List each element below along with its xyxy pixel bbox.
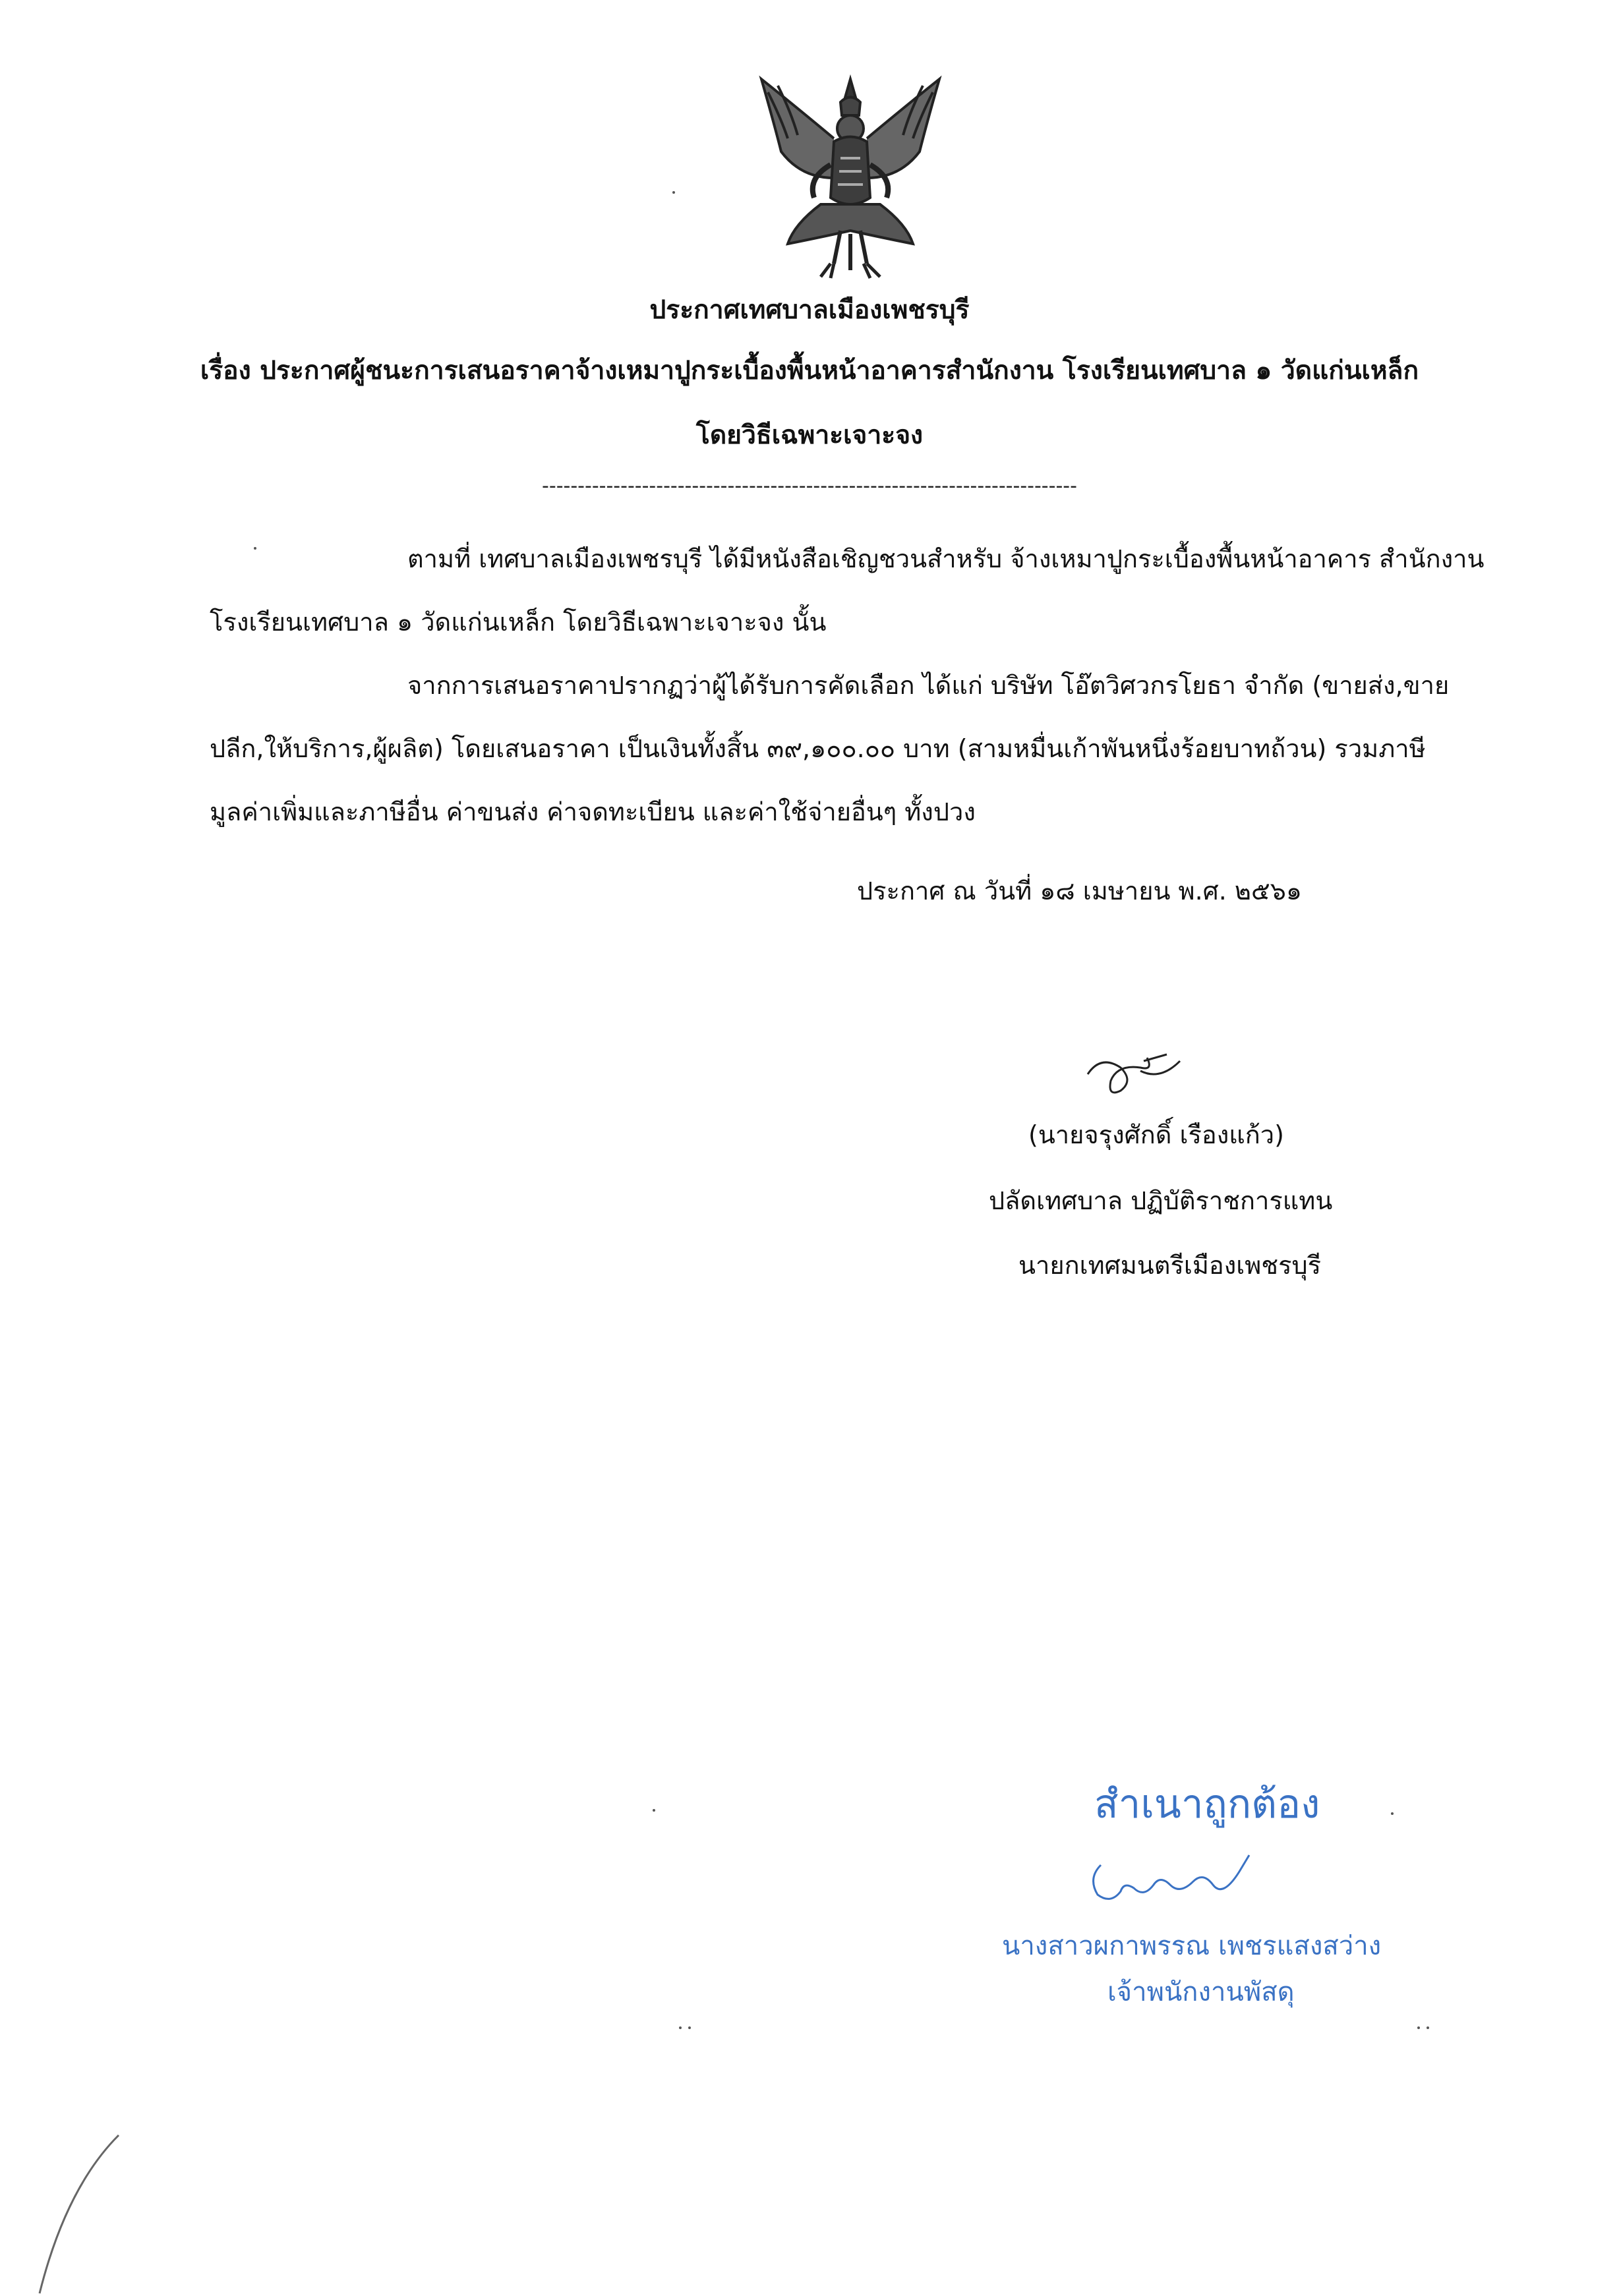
scan-speck [1417,2026,1420,2029]
subject-line-continued: โดยวิธีเฉพาะเจาะจง [695,420,924,450]
garuda-emblem-icon [742,66,959,283]
certifier-role: เจ้าพนักงานพัสดุ [1107,1977,1295,2007]
signatory-name: (นายจรุงศักดิ์ เรืองแก้ว) [1028,1120,1284,1149]
scan-speck [1391,1812,1394,1815]
paragraph-winner: จากการเสนอราคาปรากฏว่าผู้ได้รับการคัดเลือก ได้แก่ บริษัท โอ๊ตวิศวกรโยธา จำกัด (ขายส่ง,ขาย ปลีก,ให้บริการ,ผู้ผลิต) โดยเสนอราคา เป็นเงินทั้งสิ้น ๓๙,๑๐๐.๐๐ บาท (สามหมื่นเก้าพันหนึ่งร้อยบาทถ้วน) รวมภาษี มูลค่าเพิ่มและภาษีอื่น ค่าขนส่ง ค่าจดทะเบียน และค่าใช้จ่ายอื่นๆ ทั้งปวง [210,671,1450,826]
scan-speck [688,2026,691,2029]
certifier-name: นางสาวผกาพรรณ เพชรแสงสว่าง [1002,1931,1382,1961]
signature-icon [1081,1041,1187,1101]
paragraph-invitation: ตามที่ เทศบาลเมืองเพชรบุรี ได้มีหนังสือเชิญชวนสำหรับ จ้างเหมาปูกระเบื้องพื้นหน้าอาคาร สำนักงาน โรงเรียนเทศบาล ๑ วัดแก่นเหล็ก โดยวิธีเฉพาะเจาะจง นั้น [210,544,1485,637]
signatory-position: ปลัดเทศบาล ปฏิบัติราชการแทน [989,1186,1333,1215]
scan-edge-mark [0,2129,132,2296]
scan-speck [1427,2026,1429,2029]
certifier-signature-icon [1081,1845,1266,1911]
announcement-date: ประกาศ ณ วันที่ ๑๘ เมษายน พ.ศ. ๒๕๖๑ [857,876,1302,905]
announcement-title: ประกาศเทศบาลเมืองเพชรบุรี [649,295,970,325]
scan-speck [653,1809,655,1812]
scan-speck [672,191,675,194]
scan-speck [254,547,256,550]
subject-line: เรื่อง ประกาศผู้ชนะการเสนอราคาจ้างเหมาปูกระเบื้องพื้นหน้าอาคารสำนักงาน โรงเรียนเทศบาล ๑ วัดแก่นเหล็ก [200,356,1419,386]
signatory-position-on-behalf: นายกเทศมนตรีเมืองเพชรบุรี [1018,1251,1322,1280]
separator-line: --------------------------------------------------------------------------- [542,474,1077,498]
scan-speck [679,2026,682,2029]
certified-copy-title: สำเนาถูกต้อง [1094,1781,1320,1827]
